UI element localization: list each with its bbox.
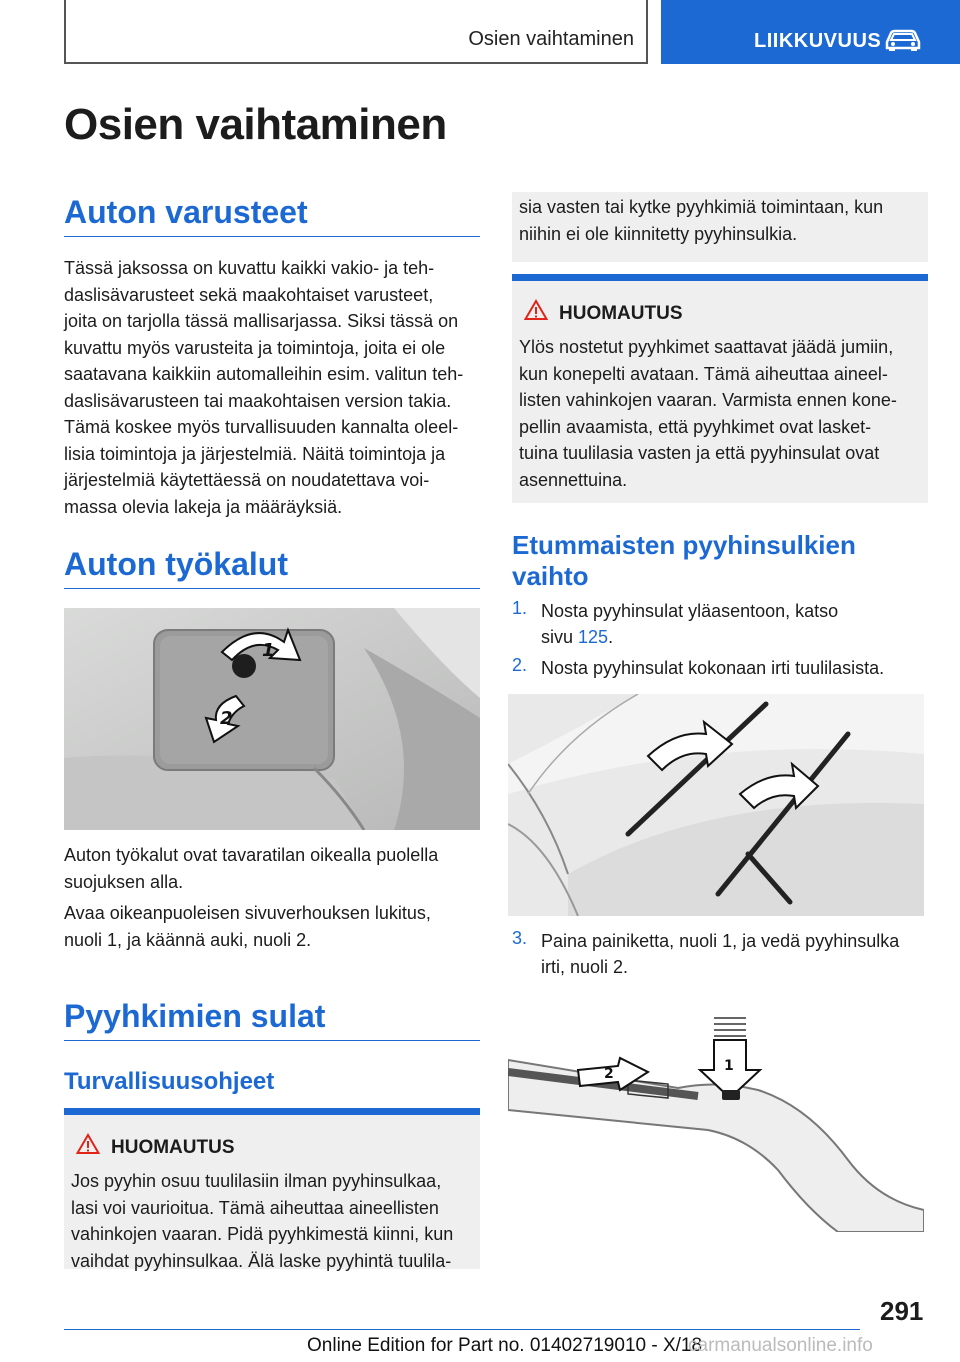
step-text: Nosta pyyhinsulat yläasentoon, katso sivu 125. xyxy=(541,601,839,647)
section-rule xyxy=(64,236,480,237)
car-icon xyxy=(883,28,923,52)
step-number: 1. xyxy=(512,598,528,618)
watermark: carmanualsonline.info xyxy=(688,1335,873,1356)
section-heading-pyyhkimien-sulat: Pyyhkimien sulat xyxy=(64,998,326,1034)
step-text: Nosta pyyhinsulat kokonaan irti tuulilasista. xyxy=(541,658,885,678)
arrow-label-1: 1 xyxy=(262,640,275,661)
page-title: Osien vaihtaminen xyxy=(64,100,447,149)
subheading-turvallisuusohjeet: Turvallisuusohjeet xyxy=(64,1068,275,1095)
trunk-side-panel-photo xyxy=(64,608,480,830)
chapter-tab[interactable] xyxy=(661,0,960,64)
note-body: Jos pyyhin osuu tuulilasiin ilman pyyhinsulkaa, lasi voi vaurioitua. Tämä aiheuttaa aineellisten vahinkojen vaaran. Pidä pyyhkimestä kiinni, kun vaihdat pyyhinsulkaa. Älä laske pyyhintä tuulila- xyxy=(71,1171,454,1271)
note-title: HUOMAUTUS xyxy=(559,303,683,324)
note-top-bar xyxy=(512,274,928,281)
warning-triangle-icon xyxy=(76,1133,100,1155)
section-rule xyxy=(64,588,480,589)
page-number: 291 xyxy=(880,1296,924,1326)
warning-triangle-icon xyxy=(524,299,548,321)
step-text: Paina painiketta, nuoli 1, ja vedä pyyhinsulka irti, nuoli 2. xyxy=(541,931,900,977)
step-number: 3. xyxy=(512,928,528,948)
edition-text: Online Edition for Part no. 01402719010 - X/18 xyxy=(307,1335,703,1356)
arrow-label-2: 2 xyxy=(604,1066,614,1082)
windshield-wipers-photo xyxy=(508,694,924,916)
warning-note-2 xyxy=(512,281,928,503)
wiper-blade-release-photo xyxy=(508,1010,924,1232)
tyokalut-paragraph-1: Auton työkalut ovat tavaratilan oikealla puolella suojuksen alla. xyxy=(64,845,439,892)
warning-note-1-continued xyxy=(512,192,928,262)
note-body: Ylös nostetut pyyhkimet saattavat jäädä jumiin, kun konepelti avataan. Tämä aiheuttaa aineel- listen vahinkojen vaaran. Varmista ennen kone- pellin avaamista, että pyyhkimet ovat lasket- tuina tuulilasia vasten ja että pyyhinsulat ovat asennettuina. xyxy=(519,337,897,490)
subheading-etummaisten-vaihto: Etummaisten pyyhinsulkien vaihto xyxy=(512,530,856,591)
section-heading-auton-tyokalut: Auton työkalut xyxy=(64,546,288,582)
arrow-label-1: 1 xyxy=(724,1058,734,1074)
section-heading-auton-varusteet: Auton varusteet xyxy=(64,194,308,230)
note-body: sia vasten tai kytke pyyhkimiä toimintaan, kun niihin ei ole kiinnitetty pyyhinsulkia. xyxy=(519,197,884,244)
auton-varusteet-paragraph: Tässä jaksossa on kuvattu kaikki vakio- ja teh- daslisävarusteet sekä maakohtaiset varusteet, joita on tarjolla tässä mallisarjassa. Siksi tässä on kuvattu myös varusteita ja toimintoja, joita ei ole saatavana kaikkiin automalleihin esim. valitun teh- daslisävarusteen tai maakohtaisen version takia. Tämä koskee myös turvallisuuden kannalta oleel- lisia toimintoja ja järjestelmiä. Näitä toimintoja ja järjestelmiä käytettäessä on noudatettava voi- massa olevia lakeja ja määräyksiä. xyxy=(64,258,464,517)
warning-note-1 xyxy=(64,1115,480,1269)
step-number: 2. xyxy=(512,655,528,675)
chapter-tab-label: LIIKKUVUUS xyxy=(754,30,882,52)
tyokalut-paragraph-2: Avaa oikeanpuoleisen sivuverhouksen lukitus, nuoli 1, ja käännä auki, nuoli 2. xyxy=(64,903,431,950)
note-title: HUOMAUTUS xyxy=(111,1137,235,1158)
section-rule xyxy=(64,1040,480,1041)
footer-rule xyxy=(64,1329,860,1330)
note-top-bar xyxy=(64,1108,480,1115)
page-link[interactable]: 125 xyxy=(578,627,609,647)
arrow-label-2: 2 xyxy=(220,708,233,729)
header-section-title: Osien vaihtaminen xyxy=(468,28,634,50)
